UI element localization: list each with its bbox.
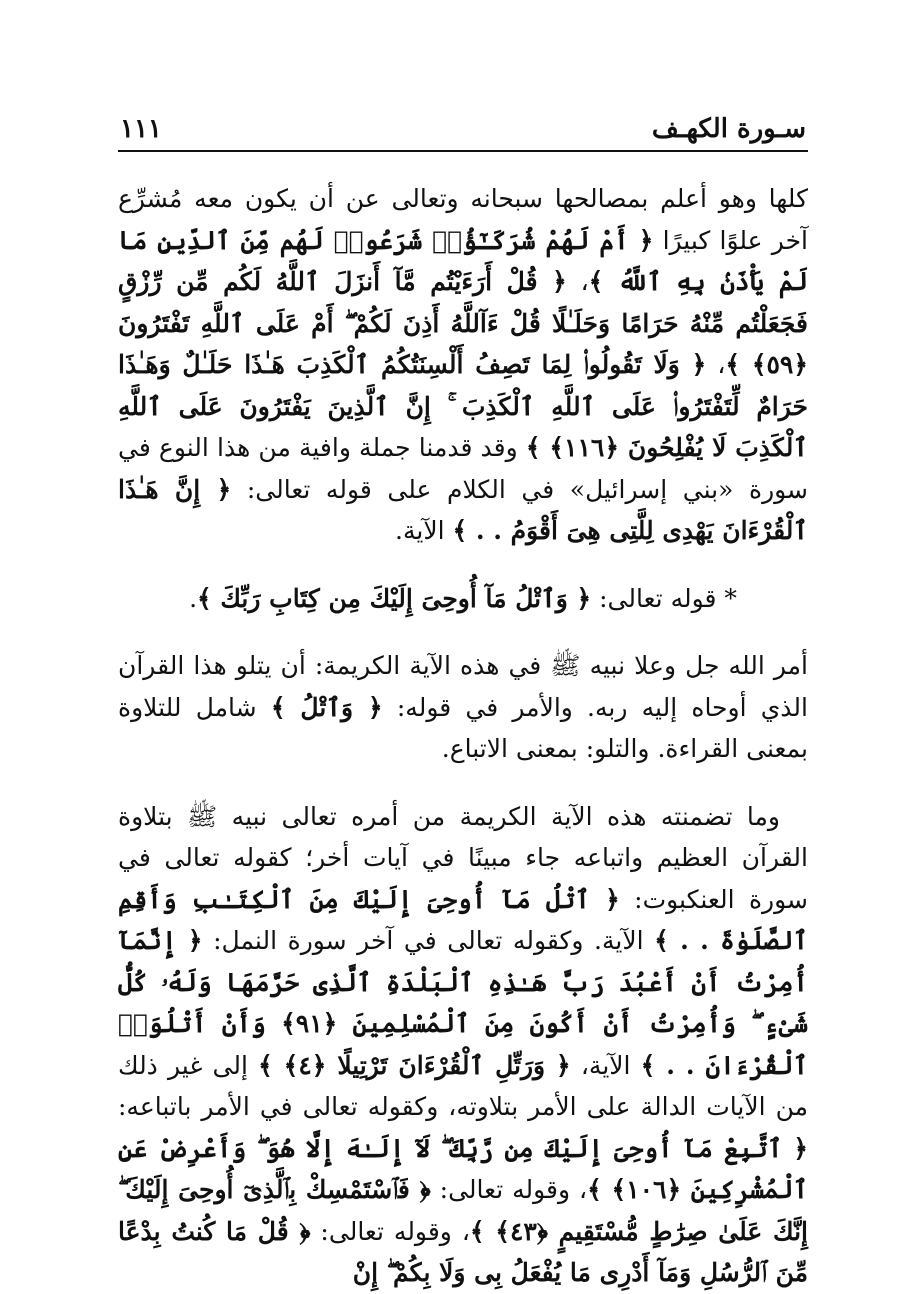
text-segment: الآية. وكقوله تعالى في آخر سورة النمل:	[202, 926, 655, 955]
page-number: ١١١	[120, 114, 162, 144]
text-segment: ،	[566, 267, 589, 296]
text-segment: كلها وهو أعلم بمصالحها سبحانه وتعالى عن أن يكون معه مُشرِّع آخر علوًا كبيرًا	[118, 184, 808, 255]
quran-quote: ﴿ قُلْ مَا كُنتُ بِدْعًا مِّنَ ٱلرُّسُلِ وَمَآ أَدْرِى مَا يُفْعَلُ بِى وَلَا بِكُمْ ۖ إِنْ	[118, 1216, 808, 1287]
paragraph	[118, 178, 808, 552]
quran-quote: ﴿ أَمْ لَهُمْ شُرَكَـٰٓؤُا۟ شَرَعُوا۟ لَهُم مِّنَ ٱلدِّينِ مَا لَمْ يَأْذَنۢ بِهِ ٱللَّهُ ﴾	[118, 225, 809, 296]
text-segment: وقد قدمنا جملة وافية من هذا النوع في سورة «بني إسرائيل» في الكلام على قوله تعالى:	[118, 433, 808, 504]
quran-quote: ﴿ قُلْ أَرَءَيْتُم مَّآ أَنزَلَ ٱللَّهُ لَكُم مِّن رِّزْقٍ فَجَعَلْتُم مِّنْهُ حَرَامًا وَحَلَـٰلًا قُلْ ءَآللَّهُ أَذِنَ لَكُمْ ۖ أَمْ عَلَى ٱللَّهِ تَفْتَرُونَ ﴿٥٩﴾ ﴾	[118, 267, 808, 379]
text-segment: إلى غير ذلك من الآيات الدالة على الأمر بتلاوته، وكقوله تعالى في الأمر باتباعه:	[118, 1050, 808, 1121]
text-segment: أمر الله جل وعلا نبيه ﷺ في هذه الآية الكريمة: أن يتلو هذا القرآن الذي أوحاه إليه ربه. والأمر في قوله:	[118, 651, 808, 722]
text-segment: الآية.	[395, 516, 453, 545]
quran-quote: ﴿ إِنَّ هَـٰذَا ٱلْقُرْءَانَ يَهْدِى لِلَّتِى هِىَ أَقْوَمُ . . ﴾	[118, 474, 808, 545]
text-segment: .	[189, 583, 198, 613]
page-header	[118, 96, 808, 152]
verse-heading	[118, 578, 808, 620]
quran-quote: ﴿ وَٱتْلُ مَآ أُوحِىَ إِلَيْكَ مِن كِتَابِ رَبِّكَ ﴾	[197, 583, 592, 613]
quran-quote: ﴿ ٱتَّبِعْ مَآ أُوحِىَ إِلَيْكَ مِن رَّبِّكَ ۖ لَآ إِلَـٰهَ إِلَّا هُوَ ۖ وَأَعْرِضْ عَنِ ٱلْمُشْرِكِينَ ﴿١٠٦﴾ ﴾	[118, 1133, 808, 1204]
text-segment: * قوله تعالى:	[591, 583, 737, 613]
text-segment: ،	[706, 350, 726, 379]
quran-quote: ﴿ إِنَّمَآ أُمِرْتُ أَنْ أَعْبُدَ رَبَّ هَـٰذِهِ ٱلْبَلْدَةِ ٱلَّذِى حَرَّمَهَا وَلَهُۥ كُلُّ شَىْءٍ ۖ وَأُمِرْتُ أَنْ أَكُونَ مِنَ ٱلْمُسْلِمِينَ ﴿٩١﴾ وَأَنْ أَتْلُوَا۟ ٱلْقُرْءَانَ . . ﴾	[118, 926, 808, 1080]
text-segment: شامل للتلاوة بمعنى القراءة. والتلو: بمعنى الاتباع.	[118, 692, 808, 763]
paragraph	[118, 796, 808, 1294]
quran-quote: ﴿ وَٱتْلُ ﴾	[270, 692, 383, 722]
page-body	[118, 178, 808, 1294]
text-segment: وما تضمنته هذه الآية الكريمة من أمره تعالى نبيه ﷺ بتلاوة القرآن العظيم واتباعه جاء مبينًا في آيات أخر؛ كقوله تعالى في سورة العنكبوت:	[118, 801, 808, 914]
quran-quote: ﴿ فَٱسْتَمْسِكْ بِٱلَّذِىٓ أُوحِىَ إِلَيْكَ ۖ إِنَّكَ عَلَىٰ صِرَٰطٍ مُّسْتَقِيمٍ ﴿٤٣﴾ ﴾	[118, 1175, 808, 1246]
surah-title: سـورة الكهـف	[651, 114, 806, 144]
quran-quote: ﴿ وَرَتِّلِ ٱلْقُرْءَانَ تَرْتِيلًا ﴿٤﴾ ﴾	[258, 1050, 571, 1080]
book-page	[118, 96, 808, 1294]
text-segment: ، وقوله تعالى:	[310, 1216, 470, 1246]
text-segment: ، وقوله تعالى:	[430, 1175, 588, 1204]
text-segment: الآية،	[570, 1050, 641, 1080]
quran-quote: ﴿ وَلَا تَقُولُوا۟ لِمَا تَصِفُ أَلْسِنَتُكُمُ ٱلْكَذِبَ هَـٰذَا حَلَـٰلٌ وَهَـٰذَا حَرَامٌ لِّتَفْتَرُوا۟ عَلَى ٱللَّهِ ٱلْكَذِبَ ۚ إِنَّ ٱلَّذِينَ يَفْتَرُونَ عَلَى ٱللَّهِ ٱلْكَذِبَ لَا يُفْلِحُونَ ﴿١١٦﴾ ﴾	[118, 350, 808, 462]
paragraph	[118, 645, 808, 770]
quran-quote: ﴿ ٱتْلُ مَآ أُوحِىَ إِلَيْكَ مِنَ ٱلْكِتَـٰبِ وَأَقِمِ ٱلصَّلَوٰةَ . . ﴾	[118, 884, 808, 955]
